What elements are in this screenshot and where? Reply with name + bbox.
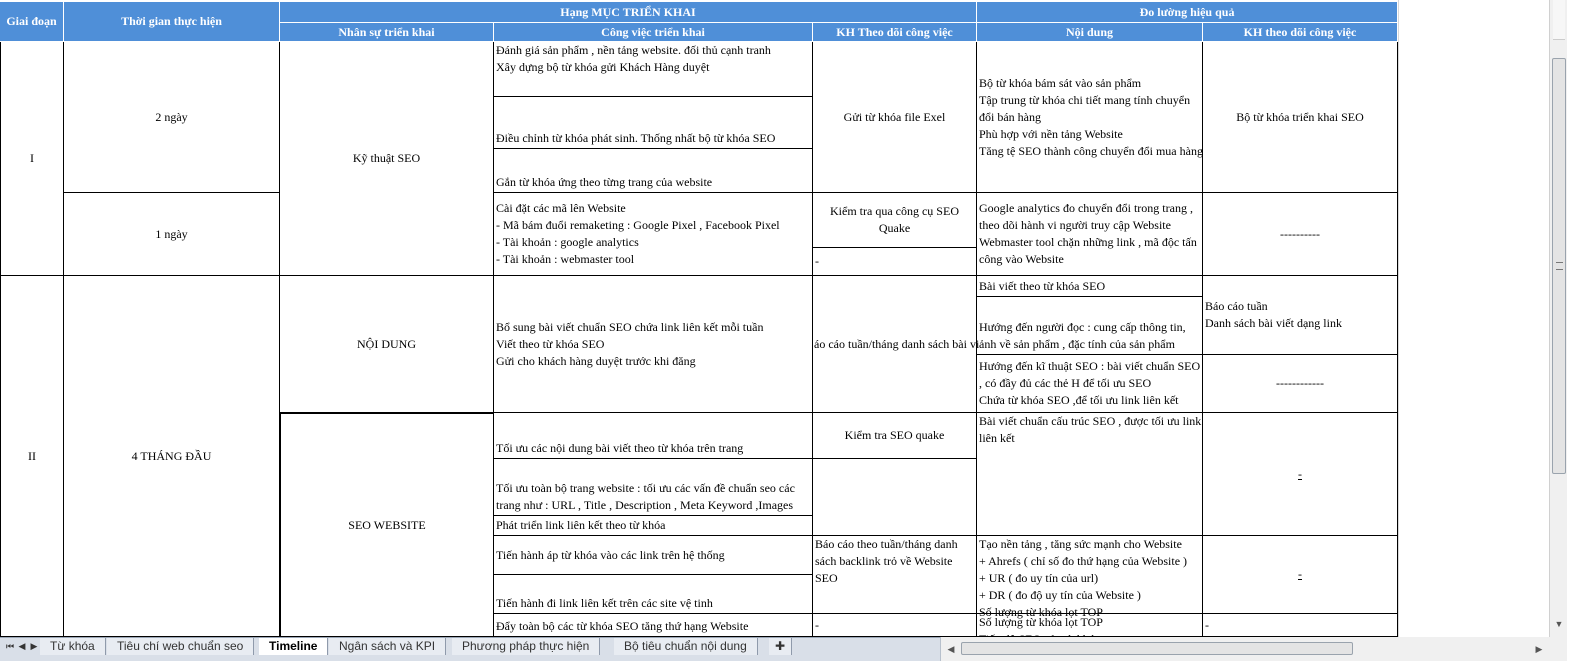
task-satellite-links[interactable] <box>494 575 813 614</box>
content-line: ảnh về sản phẩm , đặc tính của sản phẩm <box>979 337 1175 351</box>
content-strength-metrics[interactable] <box>977 536 1203 619</box>
content-keyword-articles[interactable] <box>977 276 1203 297</box>
task-optimize-website[interactable] <box>494 459 813 516</box>
scroll-right-icon[interactable]: ▶ <box>1535 644 1543 654</box>
kh-keyword-set-seo[interactable]: Bộ từ khóa triển khai SEO <box>1203 42 1398 193</box>
track-seo-quake[interactable]: Kiểm tra SEO quake <box>813 413 977 459</box>
content-line: công vào Website <box>979 252 1064 266</box>
track-line: SEO <box>815 571 838 585</box>
staff-seo-technical[interactable]: Kỹ thuật SEO <box>280 42 494 276</box>
staff-content[interactable]: NỘI DUNG <box>280 276 494 413</box>
kh-line: Danh sách bài viết dạng link <box>1205 316 1342 330</box>
content-line: liên kết <box>979 431 1015 445</box>
phase-i-cell[interactable]: I <box>0 42 64 276</box>
track-weekly-report[interactable] <box>813 276 980 413</box>
scroll-down-icon[interactable]: ▼ <box>1554 619 1564 629</box>
content-line: Số lượng từ khóa lọt TOP <box>979 615 1103 629</box>
task-line: Tiến hành đi link liên kết trên các site vệ tinh <box>496 596 713 610</box>
first-sheet-icon[interactable]: ⏮ <box>5 641 15 651</box>
task-line: Tối ưu toàn bộ trang website : tối ưu các vấn đề chuẩn seo các <box>496 481 795 495</box>
empty-grid-area[interactable] <box>1398 0 1549 637</box>
kh-dash-text: - <box>1205 617 1209 632</box>
task-line: - Tài khoản : google analytics <box>496 235 639 249</box>
task-line: - Mã bám đuổi remaketing : Google Pixel , Facebook Pixel <box>496 218 780 232</box>
staff-seo-website[interactable]: SEO WEBSITE <box>280 413 494 637</box>
task-line: trang như : URL , Title , Description , Meta Keyword ,Images <box>496 498 794 512</box>
task-add-articles[interactable] <box>494 276 813 413</box>
next-sheet-icon[interactable]: ▶ <box>30 641 38 651</box>
kh-dash-link-2[interactable]: - <box>1203 536 1398 614</box>
task-push-rankings[interactable] <box>494 614 813 637</box>
header-measure[interactable]: Đo lường hiệu quả <box>977 2 1398 23</box>
content-line: Bộ từ khóa bám sát vào sản phẩm <box>979 75 1142 90</box>
content-line: Phù hợp với nền tảng Website <box>979 126 1123 141</box>
insert-sheet-icon[interactable]: ✚ <box>769 638 792 655</box>
scroll-left-icon[interactable]: ◀ <box>947 644 955 654</box>
content-line: + Ahrefs ( chỉ số đo thứ hạng của Website ) <box>979 554 1188 568</box>
task-apply-keywords[interactable] <box>494 536 813 575</box>
track-check-seo-quake[interactable]: Kiểm tra qua công cụ SEO Quake <box>813 193 977 248</box>
kh-line: Báo cáo tuần <box>1205 299 1268 313</box>
track-text: áo cáo tuần/tháng danh sách bài vi <box>814 336 980 351</box>
content-reader-focus[interactable] <box>977 297 1203 355</box>
track-send-keyword-file[interactable]: Gửi từ khóa file Exel <box>813 42 977 193</box>
task-assign-keywords[interactable] <box>494 149 813 193</box>
sheet-tab-ngan-sach[interactable]: Ngân sách và KPI <box>329 638 446 655</box>
task-line: Bổ sung bài viết chuẩn SEO chứa link liên kết mỗi tuần <box>496 319 764 334</box>
task-optimize-content[interactable] <box>494 413 813 459</box>
task-line: Điều chỉnh từ khóa phát sinh. Thống nhất bộ từ khóa SEO <box>496 131 776 145</box>
horizontal-scroll-thumb[interactable] <box>961 642 1353 655</box>
track-dash-text: - <box>815 617 819 632</box>
grip-icon <box>1556 262 1563 270</box>
task-evaluate-keywords[interactable] <box>494 42 813 97</box>
scroll-split-handle[interactable] <box>1553 0 1565 40</box>
duration-2-days[interactable]: 2 ngày <box>64 42 280 193</box>
track-dash-text: - <box>815 254 819 268</box>
kh-dashes[interactable]: ---------- <box>1203 193 1398 276</box>
sheet-tab-tieu-chi[interactable]: Tiêu chí web chuẩn seo <box>107 638 254 655</box>
header-kh-track[interactable]: KH Theo dõi công việc <box>813 23 977 42</box>
content-structured-article[interactable] <box>977 413 1203 536</box>
content-keyword-set[interactable] <box>977 42 1203 193</box>
content-line: Chứa từ khóa SEO ,để tối ưu link liên kết <box>979 393 1179 407</box>
sheet-tab-timeline[interactable]: Timeline <box>259 638 328 655</box>
content-line: Webmaster tool chặn những link , mã độc tấn <box>979 235 1197 249</box>
sheet-tab-tu-khoa[interactable]: Từ khóa <box>40 638 106 655</box>
content-line: theo dõi hành vi người truy cập Website <box>979 218 1171 232</box>
kh-dashes-2[interactable]: ------------ <box>1203 355 1398 413</box>
content-top-keywords[interactable] <box>977 614 1203 637</box>
task-line: Tối ưu các nội dung bài viết theo từ khóa trên trang <box>496 441 744 455</box>
phase-ii-cell[interactable]: II <box>0 276 64 637</box>
track-backlink-report[interactable] <box>813 536 977 614</box>
task-line: Cài đặt các mã lên Website <box>496 201 626 215</box>
sheet-tab-bar <box>0 637 940 661</box>
duration-1-day[interactable]: 1 ngày <box>64 193 280 276</box>
header-content[interactable]: Nội dung <box>977 23 1203 42</box>
track-dash[interactable] <box>813 248 977 276</box>
content-line: Tạo nền tảng , tăng sức mạnh cho Website <box>979 537 1182 551</box>
content-line: Bài viết theo từ khóa SEO <box>979 278 1106 293</box>
task-line: Gắn từ khóa ứng theo từng trang của website <box>496 175 713 189</box>
task-develop-links[interactable] <box>494 516 813 536</box>
content-line: Hướng đến người đọc : cung cấp thông tin, <box>979 320 1186 334</box>
content-line: + UR ( đo uy tín của url) <box>979 571 1099 585</box>
content-seo-technical[interactable] <box>977 355 1203 413</box>
header-phase[interactable]: Giai đoạn <box>0 2 64 42</box>
horizontal-scrollbar[interactable] <box>940 637 1567 661</box>
prev-sheet-icon[interactable]: ◀ <box>18 641 26 651</box>
vertical-scroll-thumb[interactable] <box>1552 58 1566 474</box>
content-line: Bài viết chuẩn cấu trúc SEO , được tối ưu link <box>979 414 1202 428</box>
track-line: sách backlink trỏ về Website <box>815 554 953 568</box>
header-tasks[interactable]: Công việc triển khai <box>494 23 813 42</box>
content-line: Tập trung từ khóa chi tiết mang tính chuyển <box>979 92 1191 107</box>
duration-4-months[interactable]: 4 THÁNG ĐẦU <box>64 276 280 637</box>
content-line: Số lượng từ khóa lọt TOP <box>979 605 1103 619</box>
header-duration[interactable]: Thời gian thực hiện <box>64 2 280 42</box>
kh-dash-link-1[interactable]: - <box>1203 413 1398 536</box>
header-staff[interactable]: Nhân sự triển khai <box>280 23 494 42</box>
track-dash-2[interactable] <box>813 614 977 637</box>
task-line: Tiến hành áp từ khóa vào các link trên hệ thống <box>496 547 725 562</box>
task-line: Gửi cho khách hàng duyệt trước khi đăng <box>496 353 696 368</box>
task-line: Xây dựng bộ từ khóa gửi Khách Hàng duyệt <box>496 60 710 74</box>
content-line: + DR ( đo độ uy tín của Website ) <box>979 588 1141 602</box>
content-line: , có đầy đủ các thẻ H để tối ưu SEO <box>979 376 1152 390</box>
content-line: Tăng tệ SEO thành công chuyển đổi mua hàng <box>979 143 1203 158</box>
header-kh-track-2[interactable]: KH theo dõi công việc <box>1203 23 1398 42</box>
task-line: Viết theo từ khóa SEO <box>496 336 605 351</box>
header-items[interactable]: Hạng MỤC TRIỂN KHAI <box>280 2 977 23</box>
task-line: Đánh giá sản phẩm , nền tảng website. đối thủ cạnh tranh <box>496 43 771 57</box>
kh-dash-3[interactable] <box>1203 614 1398 637</box>
sheet-tab-bo-tieu-chuan[interactable]: Bộ tiêu chuẩn nội dung <box>614 638 758 655</box>
task-line: - Tài khoản : webmaster tool <box>496 252 635 266</box>
content-google-analytics[interactable] <box>977 193 1203 276</box>
kh-weekly-report[interactable] <box>1203 276 1398 355</box>
track-empty[interactable] <box>813 459 977 536</box>
task-install-codes[interactable] <box>494 193 813 276</box>
track-line: Báo cáo theo tuần/tháng danh <box>815 537 958 551</box>
content-line: đổi bán hàng <box>979 109 1041 124</box>
task-adjust-keywords[interactable] <box>494 97 813 149</box>
content-line: Hướng đến kĩ thuật SEO : bài viết chuẩn SEO <box>979 359 1201 373</box>
sheet-tab-phuong-phap[interactable]: Phương pháp thực hiện <box>452 638 600 655</box>
vertical-scrollbar[interactable] <box>1549 0 1567 637</box>
content-line: Google analytics đo chuyển đổi trong trang , <box>979 201 1193 215</box>
task-line: Phát triển link liên kết theo từ khóa <box>496 518 666 532</box>
task-line: Đẩy toàn bộ các từ khóa SEO tăng thứ hạng Website <box>496 619 749 633</box>
